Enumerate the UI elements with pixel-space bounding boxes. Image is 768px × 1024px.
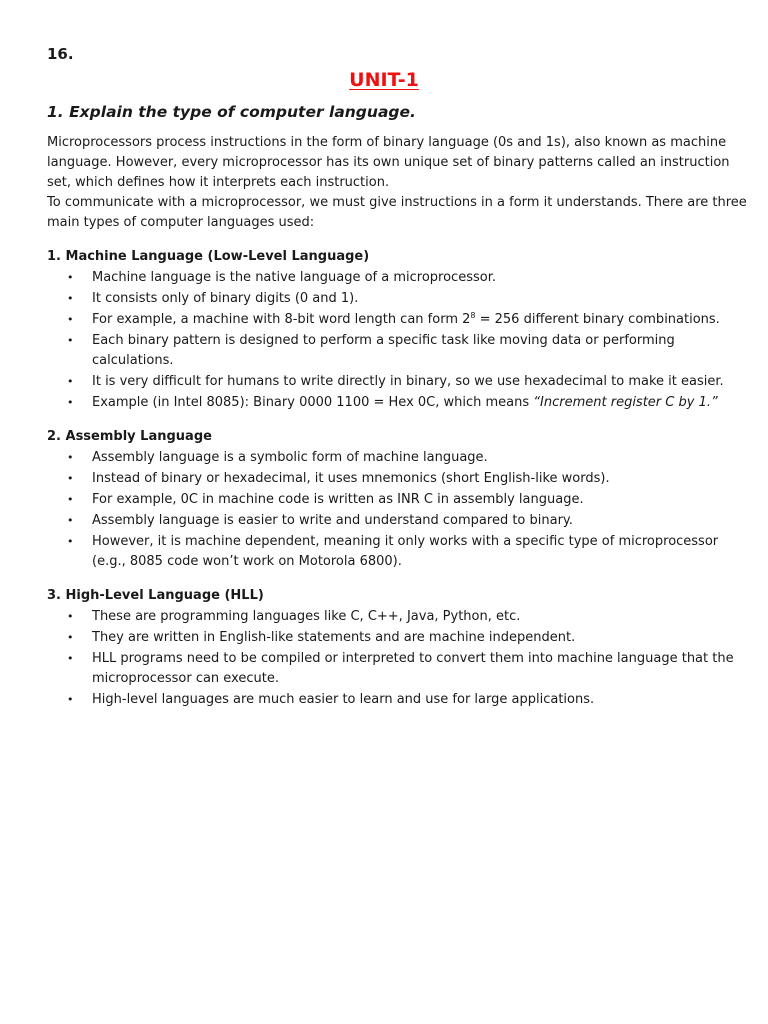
text-run: For example, a machine with 8-bit word length can form 2: [92, 312, 471, 327]
list-item: [47, 448, 727, 468]
intro-line: set, which defines how it interprets each instruction.: [47, 175, 390, 190]
bullet-icon: •: [67, 292, 74, 305]
bullet-icon: •: [67, 652, 74, 665]
list-item: [47, 649, 734, 689]
bullet-icon: •: [67, 271, 74, 284]
intro-line: main types of computer languages used:: [47, 215, 315, 230]
intro-paragraph: [47, 133, 747, 233]
list-item: [47, 393, 727, 413]
list-item: [47, 607, 727, 627]
section-machine-language: [47, 247, 727, 414]
list-item: [47, 310, 727, 330]
list-item: [47, 511, 727, 531]
list-item-text: It is very difficult for humans to write directly in binary, so we use hexadecimal to make it easier.: [92, 374, 724, 389]
section-high-level-language: [47, 586, 734, 711]
list-item: [47, 628, 727, 648]
list-item: [47, 331, 727, 371]
bullet-icon: •: [67, 693, 74, 706]
list-item: [47, 289, 727, 309]
unit-title: UNIT-1: [349, 69, 419, 91]
bullet-icon: •: [67, 313, 74, 326]
italic-quote: “Increment register C by 1.”: [533, 395, 718, 410]
bullet-list: [47, 268, 727, 413]
list-item-text: For example, 0C in machine code is written as INR C in assembly language.: [92, 492, 584, 507]
page-number: 16.: [47, 45, 74, 63]
list-item-text: Machine language is the native language of a microprocessor.: [92, 270, 496, 285]
list-item: [47, 268, 727, 288]
bullet-icon: •: [67, 451, 74, 464]
superscript: 8: [470, 311, 476, 320]
list-item-text: (e.g., 8085 code won’t work on Motorola 6800).: [92, 554, 402, 569]
intro-line: language. However, every microprocessor has its own unique set of binary patterns called an instruction: [47, 155, 730, 170]
list-item-text: These are programming languages like C, C++, Java, Python, etc.: [92, 609, 521, 624]
bullet-icon: •: [67, 631, 74, 644]
list-item-text: [92, 393, 727, 413]
list-item-text: microprocessor can execute.: [92, 671, 279, 686]
list-item: [47, 490, 727, 510]
bullet-icon: •: [67, 472, 74, 485]
section-heading: 1. Machine Language (Low-Level Language): [47, 249, 370, 264]
section-heading: 3. High-Level Language (HLL): [47, 588, 264, 603]
intro-line: To communicate with a microprocessor, we must give instructions in a form it understands. There are three: [47, 195, 747, 210]
list-item-text: [92, 310, 727, 330]
list-item: [47, 532, 727, 572]
list-item-text: Assembly language is a symbolic form of machine language.: [92, 450, 488, 465]
list-item-text: Each binary pattern is designed to perform a specific task like moving data or performing: [92, 333, 675, 348]
bullet-list: [47, 448, 727, 572]
list-item-text: calculations.: [92, 353, 174, 368]
list-item-text: They are written in English-like statements and are machine independent.: [92, 630, 576, 645]
list-item: [47, 372, 727, 392]
bullet-icon: •: [67, 334, 74, 347]
list-item-text: Instead of binary or hexadecimal, it uses mnemonics (short English-like words).: [92, 471, 610, 486]
section-heading: 2. Assembly Language: [47, 429, 212, 444]
intro-line: Microprocessors process instructions in the form of binary language (0s and 1s), also known as machine: [47, 135, 727, 150]
question-heading: 1. Explain the type of computer language.: [47, 103, 416, 121]
bullet-icon: •: [67, 535, 74, 548]
list-item-text: It consists only of binary digits (0 and 1).: [92, 291, 359, 306]
list-item-text: However, it is machine dependent, meaning it only works with a specific type of microprocessor: [92, 534, 719, 549]
list-item-text: HLL programs need to be compiled or interpreted to convert them into machine language that the: [92, 651, 734, 666]
bullet-list: [47, 607, 734, 710]
list-item-text: Assembly language is easier to write and understand compared to binary.: [92, 513, 573, 528]
bullet-icon: •: [67, 610, 74, 623]
bullet-icon: •: [67, 493, 74, 506]
section-assembly-language: [47, 427, 727, 573]
bullet-icon: •: [67, 514, 74, 527]
text-run: = 256 different binary combinations.: [475, 312, 720, 327]
bullet-icon: •: [67, 396, 74, 409]
text-run: Example (in Intel 8085): Binary 0000 1100 = Hex 0C, which means: [92, 395, 534, 410]
list-item: [47, 469, 727, 489]
bullet-icon: •: [67, 375, 74, 388]
list-item-text: High-level languages are much easier to learn and use for large applications.: [92, 692, 595, 707]
list-item: [47, 690, 727, 710]
